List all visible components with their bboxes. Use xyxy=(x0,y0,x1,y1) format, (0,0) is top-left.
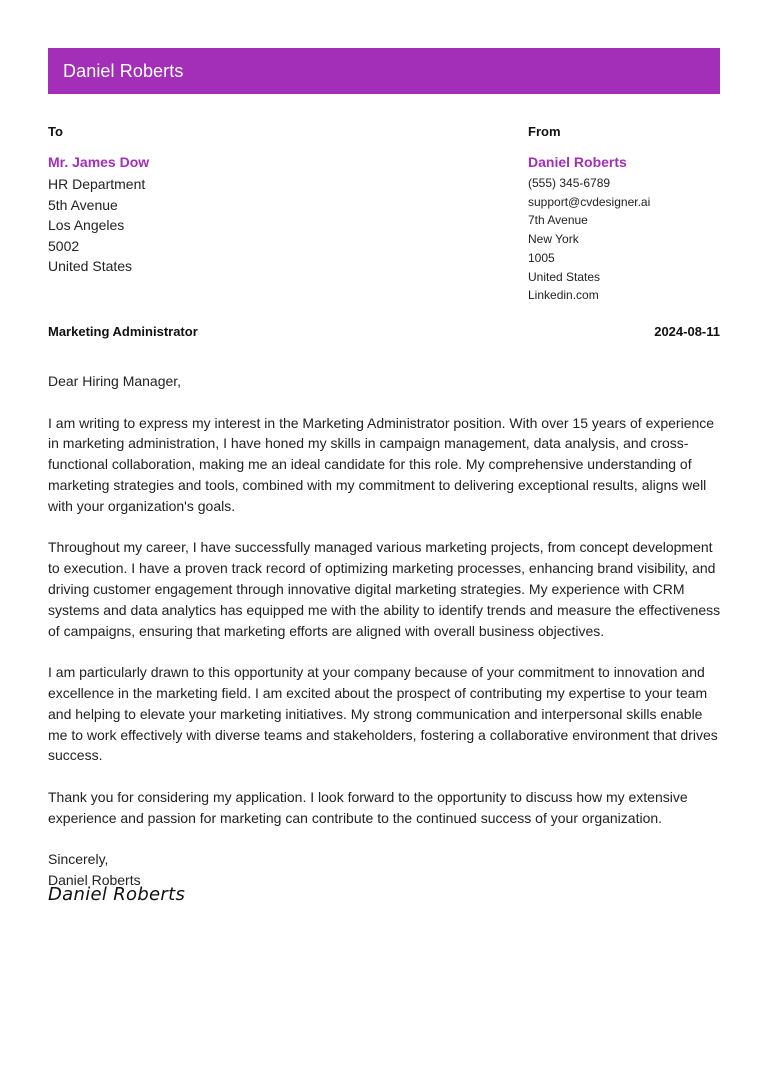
sender-phone: (555) 345-6789 xyxy=(528,176,611,190)
letter-body xyxy=(48,371,724,891)
closing: Sincerely, xyxy=(48,851,109,868)
sender-line: 7th Avenue xyxy=(528,213,588,228)
header-band xyxy=(48,48,720,94)
sender-website: Linkedin.com xyxy=(528,288,599,303)
sender-line: New York xyxy=(528,232,579,247)
recipient-line: 5th Avenue xyxy=(48,196,118,213)
recipient-line: Los Angeles xyxy=(48,217,125,234)
sender-line: United States xyxy=(528,269,601,284)
header-name: Daniel Roberts xyxy=(63,60,184,81)
sender-name: Daniel Roberts xyxy=(528,154,627,170)
recipient-block xyxy=(48,124,348,277)
signature: Daniel Roberts xyxy=(48,884,186,905)
closing-name: Daniel Roberts xyxy=(48,872,141,889)
recipient-name: Mr. James Dow xyxy=(48,154,150,170)
recipient-label: To xyxy=(48,124,63,139)
letter-date: 2024-08-11 xyxy=(654,324,720,339)
body-paragraph: Throughout my career, I have successfully managed various marketing projects, from concept development to execution. I have a proven track record of optimizing marketing processes, enhancing brand visibility, and driving customer engagement through innovative digital marketing strategies. My experience with CRM systems and data analytics has equipped me with the ability to identify trends and measure the effectiveness of campaigns, ensuring that marketing efforts are aligned with overall business objectives. xyxy=(48,539,721,639)
recipient-line: 5002 xyxy=(48,237,80,254)
sender-line: 1005 xyxy=(528,250,555,265)
subject-title: Marketing Administrator xyxy=(48,324,198,339)
body-paragraph: I am writing to express my interest in the Marketing Administrator position. With over 15 years of experience in marketing administration, I have honed my skills in campaign management, data analysis, and cross-functional collaboration, making me an ideal candidate for this role. My comprehensive understanding of marketing strategies and tools, combined with my commitment to delivering exceptional results, aligns well with your organization's goals. xyxy=(48,414,715,514)
recipient-line: United States xyxy=(48,258,133,275)
greeting: Dear Hiring Manager, xyxy=(48,373,182,389)
sender-label: From xyxy=(528,124,561,139)
sender-block xyxy=(528,124,728,305)
sender-email: support@cvdesigner.ai xyxy=(528,194,651,209)
subject-row xyxy=(48,324,720,339)
recipient-line: HR Department xyxy=(48,176,146,192)
body-paragraph: Thank you for considering my application. I look forward to the opportunity to discuss how my extensive experience and passion for marketing can contribute to the continued success of your organization. xyxy=(48,788,688,826)
body-paragraph: I am particularly drawn to this opportunity at your company because of your commitment to innovation and excellence in the marketing field. I am excited about the prospect of contributing my expertise to your team and helping to elevate your marketing initiatives. My strong communication and interpersonal skills enable me to work effectively with diverse teams and stakeholders, fostering a collaborative environment that drives success. xyxy=(48,664,718,764)
